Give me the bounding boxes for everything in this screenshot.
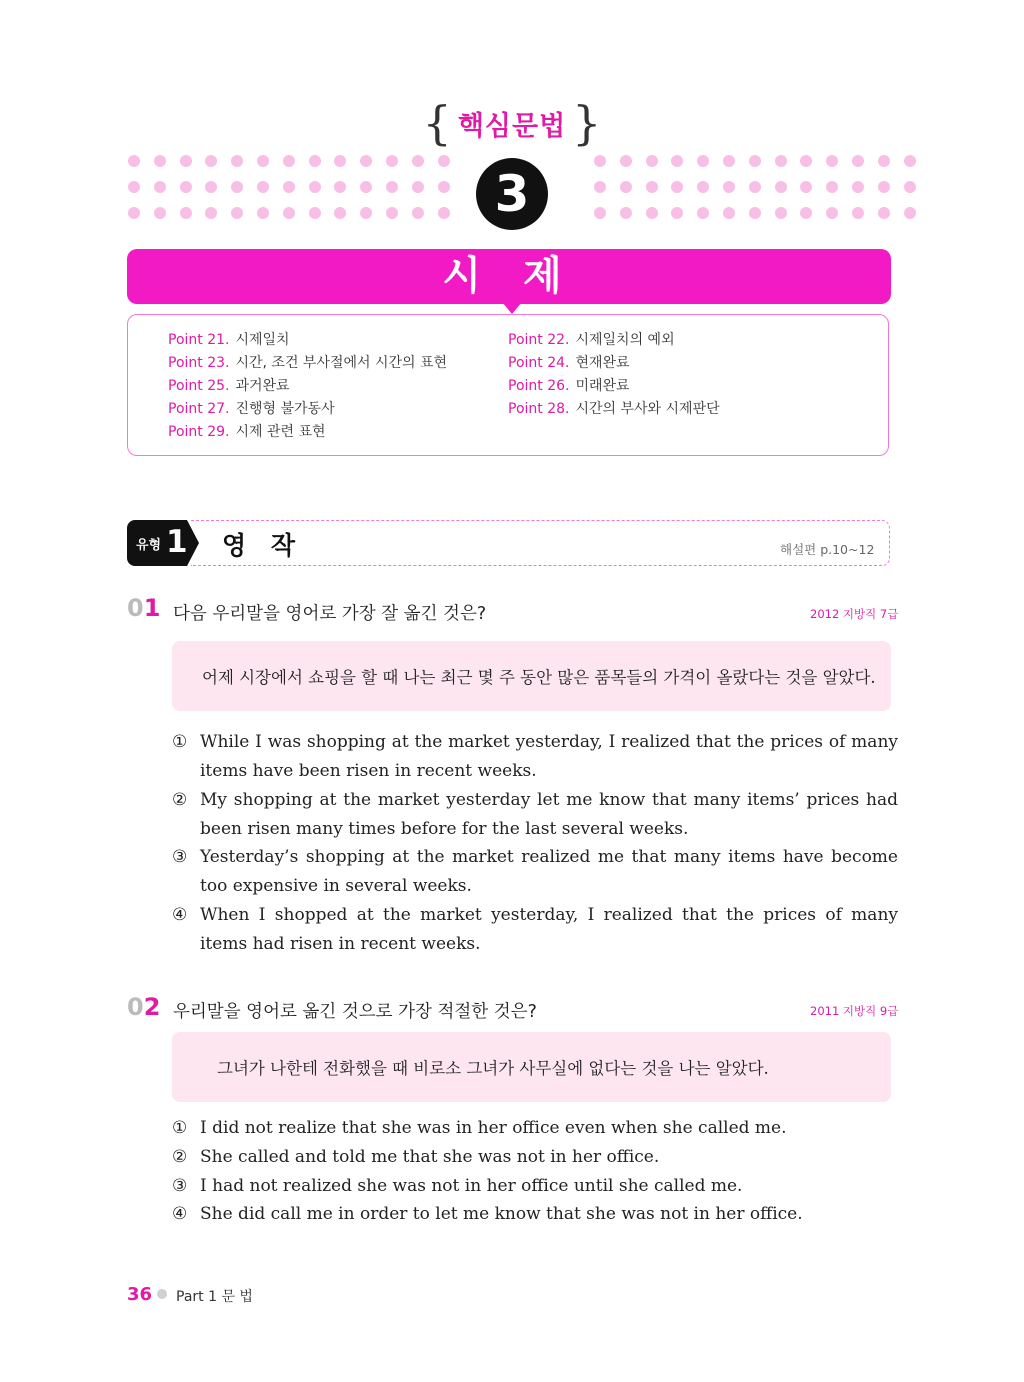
chapter-number: 3 [476,158,548,230]
option-mark: ④ [172,1204,188,1224]
option-mark: ③ [172,1176,188,1196]
decorative-dot [386,207,398,219]
answer-reference: 해설편 p.10~12 [780,542,875,557]
answer-option[interactable] [172,1172,898,1201]
decorative-dot [231,155,243,167]
chapter-title: 핵심문법 [457,110,567,142]
decorative-dot [594,155,606,167]
decorative-dot [646,155,658,167]
decorative-dot [128,181,140,193]
option-mark: ② [172,790,188,810]
question-number-digit: 2 [143,993,161,1021]
answer-option[interactable] [172,901,898,959]
question-text: 다음 우리말을 영어로 가장 잘 옮긴 것은? [173,604,487,624]
point-text: 과거완료 [235,378,290,394]
decorative-dot [904,155,916,167]
decorative-dot [283,207,295,219]
decorative-dot [852,155,864,167]
decorative-dot [697,155,709,167]
decorative-dot [671,207,683,219]
decorative-dot [283,155,295,167]
type-title: 영 작 [222,531,304,560]
answer-option[interactable] [172,1200,898,1229]
point-text: 미래완료 [575,378,630,394]
option-text: When I shopped at the market yesterday, I realized that the prices of many items had risen in recent weeks. [200,905,898,954]
point-text: 시간의 부사와 시제판단 [575,401,720,417]
point-label: Point 24. [508,355,570,371]
decorative-dot [412,155,424,167]
decorative-dot [826,181,838,193]
decorative-dot [904,181,916,193]
footer-separator-dot [157,1289,167,1299]
decorative-dot [800,207,812,219]
decorative-dot [386,181,398,193]
dot-pattern-right [594,155,918,221]
decorative-dot [180,155,192,167]
point-item [168,398,335,418]
decorative-dot [231,181,243,193]
option-mark: ① [172,1118,188,1138]
point-text: 시제일치 [235,332,290,348]
decorative-dot [438,207,450,219]
point-text: 시간, 조건 부사절에서 시간의 표현 [235,355,448,371]
decorative-dot [257,207,269,219]
decorative-dot [334,207,346,219]
decorative-dot [360,155,372,167]
decorative-dot [878,207,890,219]
korean-sentence-box [172,641,891,711]
point-label: Point 29. [168,424,230,440]
korean-sentence: 그녀가 나한테 전화했을 때 비로소 그녀가 사무실에 없다는 것을 나는 알았다. [217,1059,769,1078]
point-text: 시제일치의 예외 [575,332,675,348]
korean-sentence-box [172,1032,891,1102]
point-label: Point 25. [168,378,230,394]
decorative-dot [360,181,372,193]
decorative-dot [231,207,243,219]
type-tag [127,520,187,566]
dot-pattern-left [128,155,452,221]
point-item [508,375,630,395]
type-number: 1 [166,524,188,560]
decorative-dot [646,207,658,219]
option-mark: ③ [172,847,188,867]
option-mark: ② [172,1147,188,1167]
decorative-dot [309,181,321,193]
decorative-dot [775,155,787,167]
decorative-dot [826,155,838,167]
option-text: She called and told me that she was not in her office. [200,1147,660,1167]
option-text: While I was shopping at the market yesterday, I realized that the prices of many items have been risen in recent weeks. [200,732,898,781]
chapter-banner: 시 제 [127,249,891,304]
question-number-digit: 1 [143,594,161,622]
decorative-dot [671,181,683,193]
decorative-dot [697,207,709,219]
brace-open: { [422,96,452,150]
banner-pointer [502,302,522,314]
decorative-dot [309,207,321,219]
decorative-dot [412,181,424,193]
type-tag-arrow [187,520,199,566]
point-text: 진행형 불가동사 [235,401,335,417]
brace-close: } [572,96,602,150]
decorative-dot [360,207,372,219]
point-label: Point 23. [168,355,230,371]
answer-option[interactable] [172,786,898,844]
question-number-prefix: 0 [127,993,144,1021]
question-number-prefix: 0 [127,594,144,622]
answer-option[interactable] [172,728,898,786]
option-text: My shopping at the market yesterday let me know that many items’ prices had been risen many times before for the last several weeks. [200,790,898,839]
decorative-dot [154,181,166,193]
decorative-dot [283,181,295,193]
footer-part-label: Part 1 문 법 [176,1289,253,1305]
option-text: She did call me in order to let me know that she was not in her office. [200,1204,803,1224]
point-label: Point 22. [508,332,570,348]
decorative-dot [154,155,166,167]
decorative-dot [826,207,838,219]
decorative-dot [671,155,683,167]
point-text: 시제 관련 표현 [235,424,326,440]
decorative-dot [205,155,217,167]
decorative-dot [646,181,658,193]
question-text: 우리말을 영어로 옮긴 것으로 가장 적절한 것은? [173,1002,537,1022]
option-text: I had not realized she was not in her office until she called me. [200,1176,743,1196]
option-text: I did not realize that she was in her office even when she called me. [200,1118,787,1138]
decorative-dot [334,155,346,167]
point-label: Point 21. [168,332,230,348]
point-label: Point 28. [508,401,570,417]
decorative-dot [386,155,398,167]
option-text: Yesterday’s shopping at the market realized me that many items have become too expensive in several weeks. [200,847,898,896]
decorative-dot [309,155,321,167]
point-item [508,329,675,349]
point-item [168,352,447,372]
decorative-dot [594,207,606,219]
decorative-dot [620,181,632,193]
question-source: 2012 지방직 7급 [810,607,899,621]
decorative-dot [257,181,269,193]
question-source: 2011 지방직 9급 [810,1004,899,1018]
option-mark: ① [172,732,188,752]
decorative-dot [749,207,761,219]
decorative-dot [128,207,140,219]
decorative-dot [128,155,140,167]
decorative-dot [438,155,450,167]
decorative-dot [594,181,606,193]
decorative-dot [904,207,916,219]
decorative-dot [412,207,424,219]
decorative-dot [205,181,217,193]
decorative-dot [878,181,890,193]
decorative-dot [154,207,166,219]
point-text: 현재완료 [575,355,630,371]
point-label: Point 26. [508,378,570,394]
point-item [508,398,720,418]
point-label: Point 27. [168,401,230,417]
decorative-dot [620,155,632,167]
decorative-dot [800,155,812,167]
question-number [127,594,160,622]
decorative-dot [334,181,346,193]
answer-option[interactable] [172,1114,898,1143]
decorative-dot [697,181,709,193]
decorative-dot [180,207,192,219]
decorative-dot [205,207,217,219]
decorative-dot [775,181,787,193]
decorative-dot [723,181,735,193]
point-item [168,329,290,349]
decorative-dot [800,181,812,193]
point-item [508,352,630,372]
decorative-dot [852,181,864,193]
type-label: 유형 [136,538,162,553]
decorative-dot [852,207,864,219]
page-number: 36 [127,1284,153,1305]
answer-option[interactable] [172,843,898,901]
decorative-dot [620,207,632,219]
decorative-dot [723,207,735,219]
point-item [168,421,326,441]
decorative-dot [775,207,787,219]
decorative-dot [723,155,735,167]
decorative-dot [749,155,761,167]
decorative-dot [878,155,890,167]
decorative-dot [749,181,761,193]
question-number [127,993,160,1021]
answer-option[interactable] [172,1143,898,1172]
korean-sentence: 어제 시장에서 쇼핑을 할 때 나는 최근 몇 주 동안 많은 품목들의 가격이 올랐다는 것을 알았다. [202,668,876,687]
decorative-dot [257,155,269,167]
option-mark: ④ [172,905,188,925]
chapter-header [0,96,1024,150]
decorative-dot [438,181,450,193]
decorative-dot [180,181,192,193]
point-item [168,375,290,395]
